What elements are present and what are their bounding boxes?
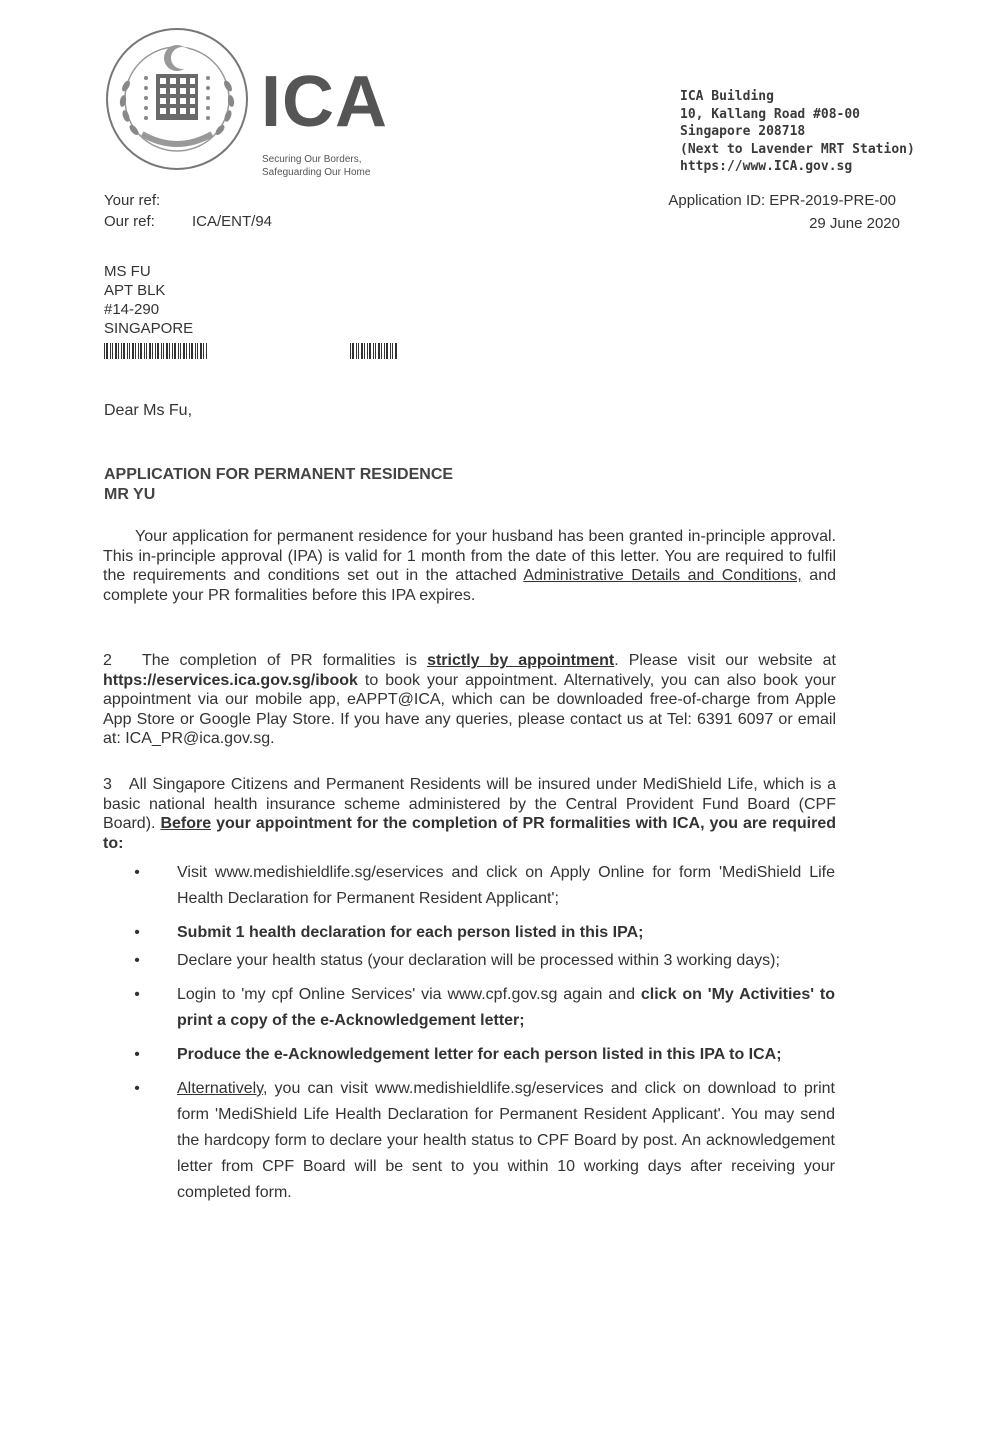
bullet-icon: • bbox=[134, 952, 140, 969]
bullet-4-text-a: Login to 'my cpf Online Services' via www.cpf.gov.sg again and bbox=[177, 986, 641, 1003]
our-ref-row bbox=[104, 211, 272, 232]
brand-tagline bbox=[262, 153, 370, 179]
para2-text-b: . Please visit our website at bbox=[614, 652, 836, 669]
before-emphasis: Before bbox=[160, 815, 212, 832]
office-address bbox=[680, 88, 915, 176]
paragraph-2 bbox=[103, 651, 836, 749]
list-item bbox=[130, 982, 835, 1034]
barcode-right bbox=[350, 343, 398, 359]
para2-number: 2 bbox=[103, 652, 112, 669]
para2-text-c: to book your appointment. Alternatively, you can also book your appointment via our mobile app, eAPPT@ICA, which can be downloaded free-of-charge from Apple App Store or Google Play Store. If you have any queries, please contact us at Tel: 6391 6097 or email at: ICA_PR@ica.gov.sg. bbox=[103, 671, 836, 747]
para1-text-a: Your application for permanent residence for your husband has been granted in-principle approval. This in-principle approval (IPA) is valid for 1 month from the date of this letter. You are required to fulfil the requirements and conditions set out in the attached bbox=[103, 528, 836, 584]
ica-seal-icon bbox=[104, 26, 250, 172]
tagline-line-2: Safeguarding Our Home bbox=[262, 167, 371, 178]
salutation: Dear Ms Fu, bbox=[104, 402, 193, 419]
tagline-line-1: Securing Our Borders, bbox=[262, 154, 362, 165]
our-ref-label: Our ref: bbox=[104, 213, 155, 230]
admin-details-reference: Administrative Details and Conditions, bbox=[523, 567, 802, 584]
your-ref-row bbox=[104, 190, 272, 211]
bullet-icon: • bbox=[134, 864, 140, 881]
bullet-1-text: Visit www.medishieldlife.sg/eservices and click on Apply Online for form 'MediShield Life Health Declaration for Permanent Resident Applicant'; bbox=[177, 864, 835, 907]
para1-text-b: and complete your PR formalities before this IPA expires. bbox=[103, 567, 836, 604]
bullet-5-text: Produce the e-Acknowledgement letter for each person listed in this IPA to ICA; bbox=[177, 1046, 782, 1063]
bullet-6-text: , you can visit www.medishieldlife.sg/eservices and click on download to print form 'MediShield Life Health Declaration for Permanent Resident Applicant'. You may send the hardcopy form to declare your health status to CPF Board by post. An acknowledgement letter from CPF Board will be sent to you within 10 working days after receiving your completed form. bbox=[177, 1080, 835, 1201]
references bbox=[104, 190, 272, 232]
ica-logo bbox=[104, 26, 404, 176]
requirements-list bbox=[130, 860, 835, 1208]
address-line-3: Singapore 208718 bbox=[680, 124, 806, 139]
bullet-icon: • bbox=[134, 924, 140, 941]
our-ref-value: ICA/ENT/94 bbox=[192, 213, 273, 230]
application-id: Application ID: EPR-2019-PRE-00 bbox=[668, 192, 896, 209]
letter-date: 29 June 2020 bbox=[809, 215, 900, 232]
paragraph-1 bbox=[103, 527, 836, 605]
list-item bbox=[130, 948, 835, 974]
recipient-address bbox=[104, 262, 193, 338]
brand-name: ICA bbox=[261, 62, 388, 142]
list-item bbox=[130, 860, 835, 912]
alternatively-emphasis: Alternatively bbox=[177, 1080, 263, 1097]
para3-text-a: All Singapore Citizens and Permanent Residents will be insured under MediShield Life, which is a basic national health insurance scheme administered by the Central Provident Fund Board (CPF Board). bbox=[103, 776, 836, 832]
bullet-2-text: Submit 1 health declaration for each person listed in this IPA; bbox=[177, 924, 644, 941]
bullet-icon: • bbox=[134, 986, 140, 1003]
strictly-by-appointment: strictly by appointment bbox=[427, 652, 615, 669]
bullet-icon: • bbox=[134, 1046, 140, 1063]
list-item bbox=[130, 920, 835, 946]
address-line-2: 10, Kallang Road #08-00 bbox=[680, 106, 861, 122]
paragraph-3 bbox=[103, 775, 836, 853]
subject-line-1: APPLICATION FOR PERMANENT RESIDENCE bbox=[104, 466, 454, 483]
bullet-icon: • bbox=[134, 1080, 140, 1097]
barcode-left bbox=[104, 343, 208, 359]
address-line-4: (Next to Lavender MRT Station) bbox=[680, 141, 915, 157]
address-line-1: ICA Building bbox=[680, 89, 774, 104]
recipient-line-1: MS FU bbox=[104, 263, 151, 280]
para2-text-a: The completion of PR formalities is bbox=[141, 652, 428, 669]
bullet-4-text-b: click on 'My Activities' to print a copy of the e-Acknowledgement letter; bbox=[177, 986, 836, 1029]
list-item bbox=[130, 1042, 835, 1068]
recipient-line-2: APT BLK bbox=[104, 282, 166, 299]
bullet-3-text: Declare your health status (your declaration will be processed within 3 working days); bbox=[177, 952, 780, 969]
para3-number: 3 bbox=[103, 776, 112, 793]
recipient-line-4: SINGAPORE bbox=[104, 320, 194, 337]
recipient-line-3: #14-290 bbox=[104, 301, 160, 318]
subject-line-2: MR YU bbox=[104, 486, 156, 503]
your-ref-label: Your ref: bbox=[104, 192, 161, 209]
para3-text-b: your appointment for the completion of PR formalities with ICA, you are required to: bbox=[103, 815, 836, 852]
address-line-5: https://www.ICA.gov.sg bbox=[680, 159, 853, 174]
list-item bbox=[130, 1076, 835, 1206]
ibook-url: https://eservices.ica.gov.sg/ibook bbox=[103, 671, 358, 689]
subject bbox=[104, 465, 453, 505]
